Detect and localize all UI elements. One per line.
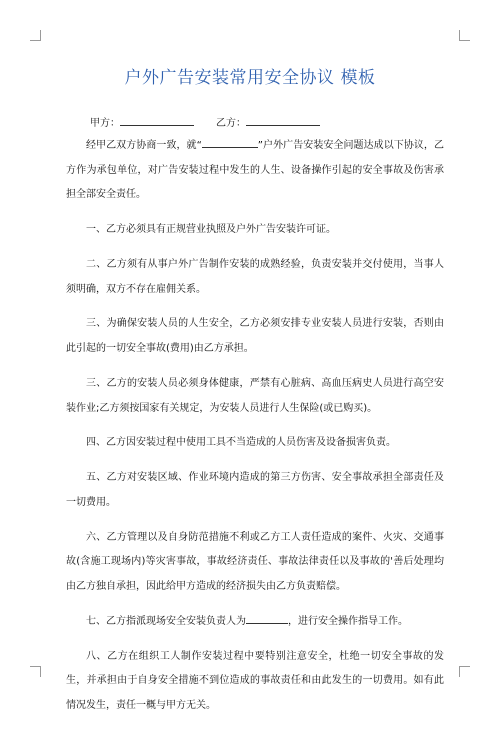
project-name-blank[interactable] bbox=[202, 137, 258, 148]
safety-officer-blank[interactable] bbox=[246, 613, 288, 624]
party-b-blank[interactable] bbox=[246, 115, 320, 126]
crop-mark-bottom-left bbox=[30, 666, 41, 677]
clause-5: 五、乙方对安装区域、作业环境内造成的第三方伤害、安全事故承担全部责任及一切费用。 bbox=[66, 472, 444, 508]
agreement-body bbox=[66, 134, 444, 729]
intro-paragraph: 经甲乙双方协商一致，就“ ”户外广告安装安全问题达成以下协议，乙方作为承包单位，对广告安装过程中发生的人生、设备操作引起的安全事故及伤害承担全部安全责任。 bbox=[66, 134, 444, 208]
party-a-label: 甲方： bbox=[90, 118, 120, 129]
clause-1: 一、乙方必须具有正规营业执照及户外广告安装许可证。 bbox=[86, 224, 336, 236]
crop-mark-top-right bbox=[459, 30, 470, 41]
crop-mark-bottom-right bbox=[459, 666, 470, 677]
clause-3b: 三、乙方的安装人员必须身体健康，严禁有心脏病、高血压病史人员进行高空安装作业;乙方须按国家有关规定，为安装人员进行人生保险(或已购买)。 bbox=[66, 377, 444, 414]
crop-mark-top-left bbox=[30, 30, 41, 41]
clause-2: 二、乙方须有从事户外广告制作安装的成熟经验，负责安装并交付使用，当事人须明确，双方不存在雇佣关系。 bbox=[66, 258, 444, 295]
party-b-label: 乙方： bbox=[216, 118, 246, 129]
clause-7: 七、乙方指派现场安全安装负责人为 ，进行安全操作指导工作。 bbox=[66, 610, 444, 635]
clause-8: 八、乙方在组织工人制作安装过程中要特别注意安全，杜绝一切安全事故的发生，并承担由于自身安全措施不到位造成的事故责任和由此发生的一切费用。如有此情况发生，责任一概与甲方无关。 bbox=[66, 650, 444, 711]
document-title: 户外广告安装常用安全协议 模板 bbox=[124, 68, 376, 88]
clause-4: 四、乙方因安装过程中使用工具不当造成的人员伤害及设备损害负责。 bbox=[86, 437, 396, 449]
parties-line bbox=[90, 114, 320, 129]
clause-6: 六、乙方管理以及自身防范措施不利或乙方工人责任造成的案件、火灾、交通事故(含施工现场内)等灾害事故，事故经济责任、事故法律责任以及事故的'善后处理均由乙方独自承担，因此给甲方造成的经济损失由乙方负责赔偿。 bbox=[66, 531, 444, 592]
party-a-blank[interactable] bbox=[120, 115, 194, 126]
clause-3: 三、为确保安装人员的人生安全，乙方必须安排专业安装人员进行安装，否则由此引起的一切安全事故(费用)由乙方承担。 bbox=[66, 318, 444, 355]
